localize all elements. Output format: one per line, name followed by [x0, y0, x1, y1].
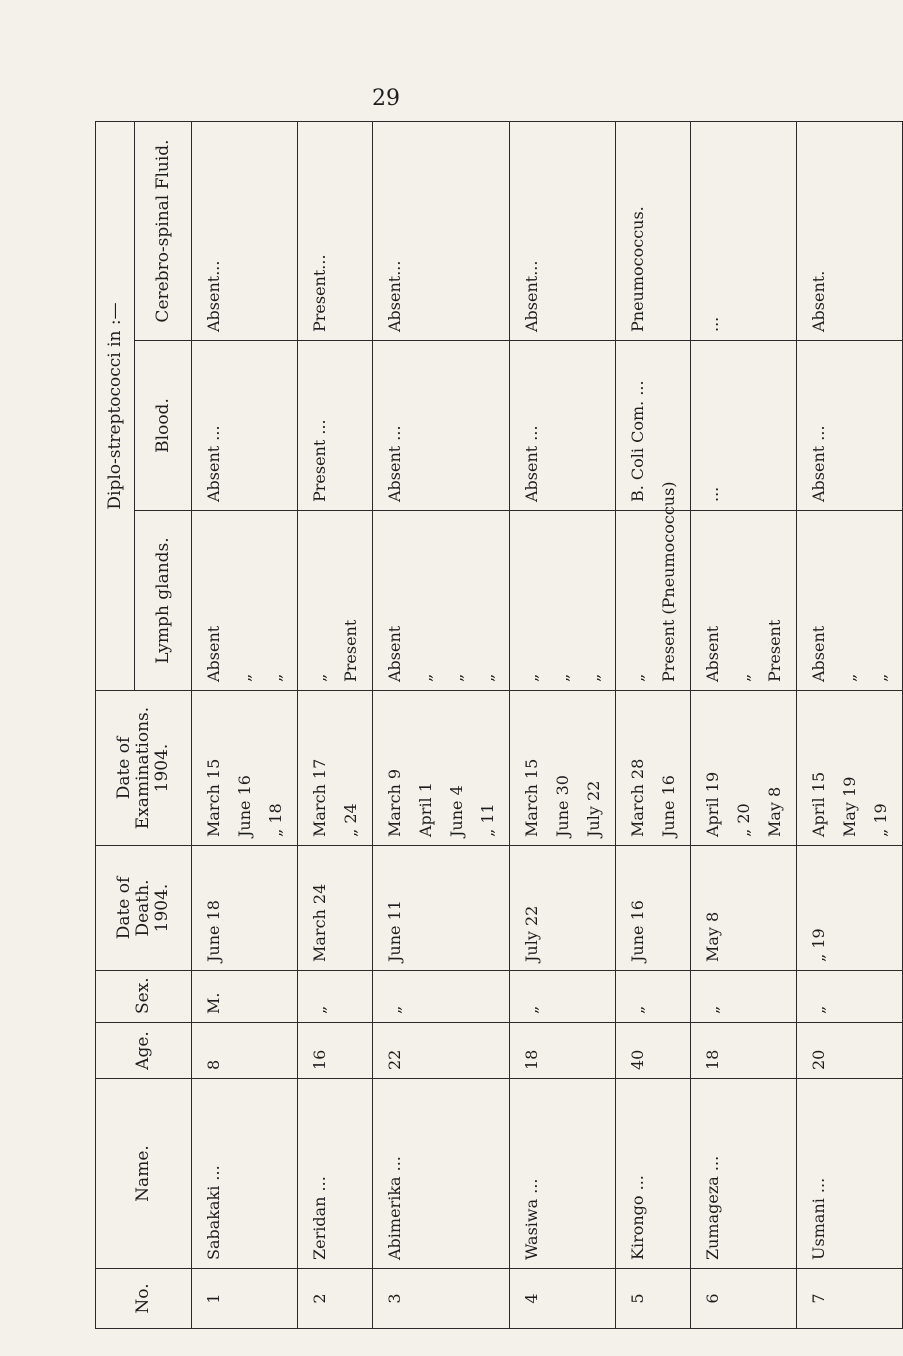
sex-value: „ [809, 1005, 828, 1014]
age-value: 16 [310, 1049, 329, 1070]
header-lymph-glands: Lymph glands. [135, 511, 192, 691]
table-row [797, 121, 903, 1328]
exam-date: March 28 [628, 758, 647, 837]
lymph-value: „ [266, 673, 285, 682]
age-value: 18 [703, 1049, 722, 1070]
exam-date: „ 20 [734, 803, 753, 837]
cell-name [797, 1079, 903, 1269]
name-value: Zeridan ... [310, 1176, 329, 1260]
no-value: 3 [385, 1293, 404, 1304]
cell-csf [691, 121, 797, 340]
table-row [298, 121, 373, 1328]
name-value: Abimerika ... [385, 1156, 404, 1260]
csf-value: Present... [310, 254, 329, 332]
cell-exams [373, 691, 510, 846]
cell-age [797, 1023, 903, 1079]
death-value: May 8 [703, 911, 722, 962]
rotated-table-container [95, 122, 890, 1329]
no-value: 4 [522, 1293, 541, 1304]
blood-value: Absent ... [385, 425, 404, 502]
lymph-value: „ [522, 673, 541, 682]
cell-csf [510, 121, 616, 340]
lymph-value: Present [341, 619, 360, 682]
cell-blood [616, 341, 691, 511]
cell-death [192, 846, 298, 971]
page-number: 29 [372, 86, 400, 111]
cell-blood [510, 341, 616, 511]
blood-value: Absent ... [522, 425, 541, 502]
exam-date: March 9 [385, 768, 404, 837]
lymph-value: Absent [204, 625, 223, 682]
cell-blood [192, 341, 298, 511]
exam-date: March 15 [204, 758, 223, 837]
exam-date: June 16 [659, 775, 678, 837]
cell-age [510, 1023, 616, 1079]
death-value: June 18 [204, 900, 223, 962]
cell-no [797, 1269, 903, 1329]
no-value: 1 [204, 1293, 223, 1304]
blood-value: B. Coli Com. ... [628, 380, 647, 502]
table-row [373, 121, 510, 1328]
cell-exams [691, 691, 797, 846]
cell-blood [373, 341, 510, 511]
sex-value: „ [628, 1005, 647, 1014]
lymph-value: „ [734, 673, 753, 682]
exam-date: „ 24 [341, 803, 360, 837]
cell-lymph [616, 481, 691, 691]
cell-no [298, 1269, 373, 1329]
csf-value: Absent... [522, 260, 541, 332]
cell-sex [797, 971, 903, 1023]
lymph-value: „ [553, 673, 572, 682]
lymph-value: Absent [809, 625, 828, 682]
csf-value: ... [703, 316, 722, 332]
cell-csf [616, 121, 691, 340]
cell-age [192, 1023, 298, 1079]
table-row [691, 121, 797, 1328]
cell-csf [192, 121, 298, 340]
examination-table [95, 121, 903, 1329]
cell-death [373, 846, 510, 971]
blood-value: Present ... [310, 419, 329, 502]
exam-date: July 22 [584, 780, 603, 837]
sex-value: „ [522, 1005, 541, 1014]
table-row [192, 121, 298, 1328]
no-value: 7 [809, 1293, 828, 1304]
no-value: 2 [310, 1293, 329, 1304]
cell-death [510, 846, 616, 971]
sex-value: „ [703, 1005, 722, 1014]
blood-value: Absent ... [204, 425, 223, 502]
death-value: July 22 [522, 905, 541, 962]
cell-death [298, 846, 373, 971]
sex-value: M. [204, 992, 223, 1014]
cell-name [691, 1079, 797, 1269]
header-csf: Cerebro-spinal Fluid. [135, 121, 192, 340]
cell-sex [691, 971, 797, 1023]
csf-value: Absent. [809, 270, 828, 332]
cell-lymph [298, 511, 373, 691]
lymph-value: „ [310, 673, 329, 682]
cell-blood [298, 341, 373, 511]
cell-sex [192, 971, 298, 1023]
cell-exams [298, 691, 373, 846]
lymph-value: Present (Pneumococcus) [659, 481, 678, 682]
age-value: 22 [385, 1049, 404, 1070]
lymph-value: „ [628, 673, 647, 682]
cell-no [373, 1269, 510, 1329]
cell-age [616, 1023, 691, 1079]
csf-value: Absent... [204, 260, 223, 332]
cell-name [373, 1079, 510, 1269]
cell-csf [797, 121, 903, 340]
name-value: Wasiwa ... [522, 1178, 541, 1260]
cell-name [298, 1079, 373, 1269]
death-value: June 16 [628, 900, 647, 962]
csf-value: Absent... [385, 260, 404, 332]
lymph-value: „ [871, 673, 890, 682]
header-blood: Blood. [135, 341, 192, 511]
name-value: Kirongo ... [628, 1175, 647, 1260]
cell-blood [797, 341, 903, 511]
header-diplo-streptococci: Diplo-streptococci in :— [96, 121, 135, 690]
cell-sex [373, 971, 510, 1023]
cell-sex [510, 971, 616, 1023]
age-value: 20 [809, 1049, 828, 1070]
exam-date: „ 11 [478, 803, 497, 837]
csf-value: Pneumococcus. [628, 206, 647, 332]
name-value: Zumageza ... [703, 1155, 722, 1260]
no-value: 5 [628, 1293, 647, 1304]
exam-date: June 30 [553, 775, 572, 837]
exam-date: March 17 [310, 758, 329, 837]
cell-blood [691, 341, 797, 511]
cell-no [616, 1269, 691, 1329]
name-value: Usmani ... [809, 1177, 828, 1260]
lymph-value: Absent [703, 625, 722, 682]
exam-date: May 8 [765, 786, 784, 837]
cell-age [373, 1023, 510, 1079]
cell-lymph [373, 511, 510, 691]
blood-value: Absent ... [809, 425, 828, 502]
header-date-of-examinations: Date of Examinations. 1904. [96, 691, 192, 846]
cell-lymph [510, 511, 616, 691]
lymph-value: „ [416, 673, 435, 682]
cell-death [691, 846, 797, 971]
cell-age [691, 1023, 797, 1079]
sex-value: „ [310, 1005, 329, 1014]
exam-date: April 19 [703, 771, 722, 837]
header-date-of-death: Date of Death. 1904. [96, 846, 192, 971]
exam-date: May 19 [840, 776, 859, 837]
blood-value: ... [703, 486, 722, 502]
cell-exams [797, 691, 903, 846]
exam-date: June 4 [447, 785, 466, 837]
age-value: 40 [628, 1049, 647, 1070]
cell-name [192, 1079, 298, 1269]
cell-csf [373, 121, 510, 340]
cell-death [616, 846, 691, 971]
cell-csf [298, 121, 373, 340]
header-sex: Sex. [96, 971, 192, 1023]
lymph-value: „ [840, 673, 859, 682]
exam-date: „ 19 [871, 803, 890, 837]
cell-lymph [192, 511, 298, 691]
cell-lymph [797, 511, 903, 691]
cell-death [797, 846, 903, 971]
cell-exams [616, 691, 691, 846]
cell-no [691, 1269, 797, 1329]
cell-exams [510, 691, 616, 846]
name-value: Sabakaki ... [204, 1165, 223, 1260]
exam-date: April 1 [416, 782, 435, 837]
death-value: March 24 [310, 883, 329, 962]
cell-name [510, 1079, 616, 1269]
exam-date: April 15 [809, 771, 828, 837]
lymph-value: „ [478, 673, 497, 682]
lymph-value: „ [584, 673, 603, 682]
header-name: Name. [96, 1079, 192, 1269]
death-value: „ 19 [809, 928, 828, 962]
lymph-value: „ [447, 673, 466, 682]
header-no: No. [96, 1269, 192, 1329]
age-value: 18 [522, 1049, 541, 1070]
lymph-value: Absent [385, 625, 404, 682]
cell-sex [298, 971, 373, 1023]
exam-date: „ 18 [266, 803, 285, 837]
cell-sex [616, 971, 691, 1023]
cell-name [616, 1079, 691, 1269]
no-value: 6 [703, 1293, 722, 1304]
death-value: June 11 [385, 900, 404, 962]
table-row [510, 121, 616, 1328]
lymph-value: Present [765, 619, 784, 682]
sex-value: „ [385, 1005, 404, 1014]
age-value: 8 [204, 1059, 223, 1070]
header-age: Age. [96, 1023, 192, 1079]
table-row [616, 121, 691, 1328]
cell-age [298, 1023, 373, 1079]
exam-date: March 15 [522, 758, 541, 837]
lymph-value: „ [235, 673, 254, 682]
cell-exams [192, 691, 298, 846]
cell-no [510, 1269, 616, 1329]
exam-date: June 16 [235, 775, 254, 837]
cell-no [192, 1269, 298, 1329]
cell-lymph [691, 511, 797, 691]
